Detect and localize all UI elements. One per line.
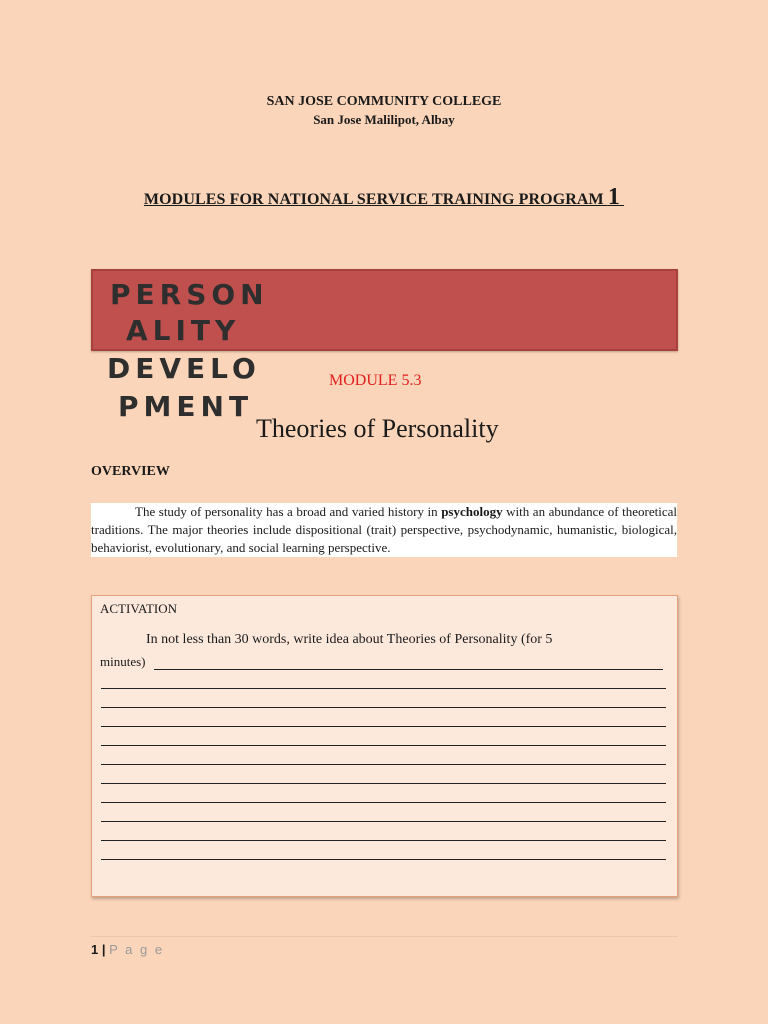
answer-line[interactable] bbox=[101, 802, 666, 803]
page-label: P a g e bbox=[109, 942, 165, 957]
overview-bold-word: psychology bbox=[441, 504, 503, 519]
answer-line[interactable] bbox=[101, 859, 666, 860]
answer-line[interactable] bbox=[101, 707, 666, 708]
overview-text-before: The study of personality has a broad and varied history in bbox=[135, 504, 442, 519]
answer-line[interactable] bbox=[154, 669, 663, 670]
answer-line[interactable] bbox=[101, 783, 666, 784]
overview-paragraph bbox=[91, 503, 677, 557]
program-number: 1 bbox=[607, 184, 620, 210]
answer-line[interactable] bbox=[101, 726, 666, 727]
page-footer bbox=[91, 942, 164, 957]
activation-label: ACTIVATION bbox=[100, 601, 178, 616]
title-line-4: PMENT bbox=[118, 390, 254, 423]
college-name: SAN JOSE COMMUNITY COLLEGE bbox=[266, 94, 502, 109]
title-line-2: ALITY bbox=[126, 314, 241, 347]
activation-instruction-cont: minutes) bbox=[100, 654, 146, 669]
program-title-text: MODULES FOR NATIONAL SERVICE TRAINING PROGRAM bbox=[143, 191, 608, 208]
college-location: San Jose Malilipot, Albay bbox=[313, 112, 455, 127]
page-number: 1 bbox=[91, 942, 99, 957]
answer-line[interactable] bbox=[101, 764, 666, 765]
title-line-1: PERSON bbox=[110, 278, 269, 311]
activation-instruction: In not less than 30 words, write idea about Theories of Personality (for 5 bbox=[146, 632, 553, 647]
program-title bbox=[0, 184, 768, 211]
module-number: MODULE 5.3 bbox=[329, 372, 422, 389]
module-subtitle: Theories of Personality bbox=[256, 414, 499, 443]
answer-line[interactable] bbox=[101, 821, 666, 822]
page-separator: | bbox=[98, 942, 110, 957]
title-line-3: DEVELO bbox=[107, 352, 261, 385]
footer-divider bbox=[91, 936, 678, 937]
answer-line[interactable] bbox=[101, 688, 666, 689]
overview-text-after: with an abundance of theoretical traditions. The major theories include dispositional (trait) perspective, psychodynamic, humanistic, biological, behaviorist, evolutionary, and social learning perspective. bbox=[91, 504, 677, 555]
answer-line[interactable] bbox=[101, 745, 666, 746]
overview-heading: OVERVIEW bbox=[91, 464, 170, 479]
answer-line[interactable] bbox=[101, 840, 666, 841]
